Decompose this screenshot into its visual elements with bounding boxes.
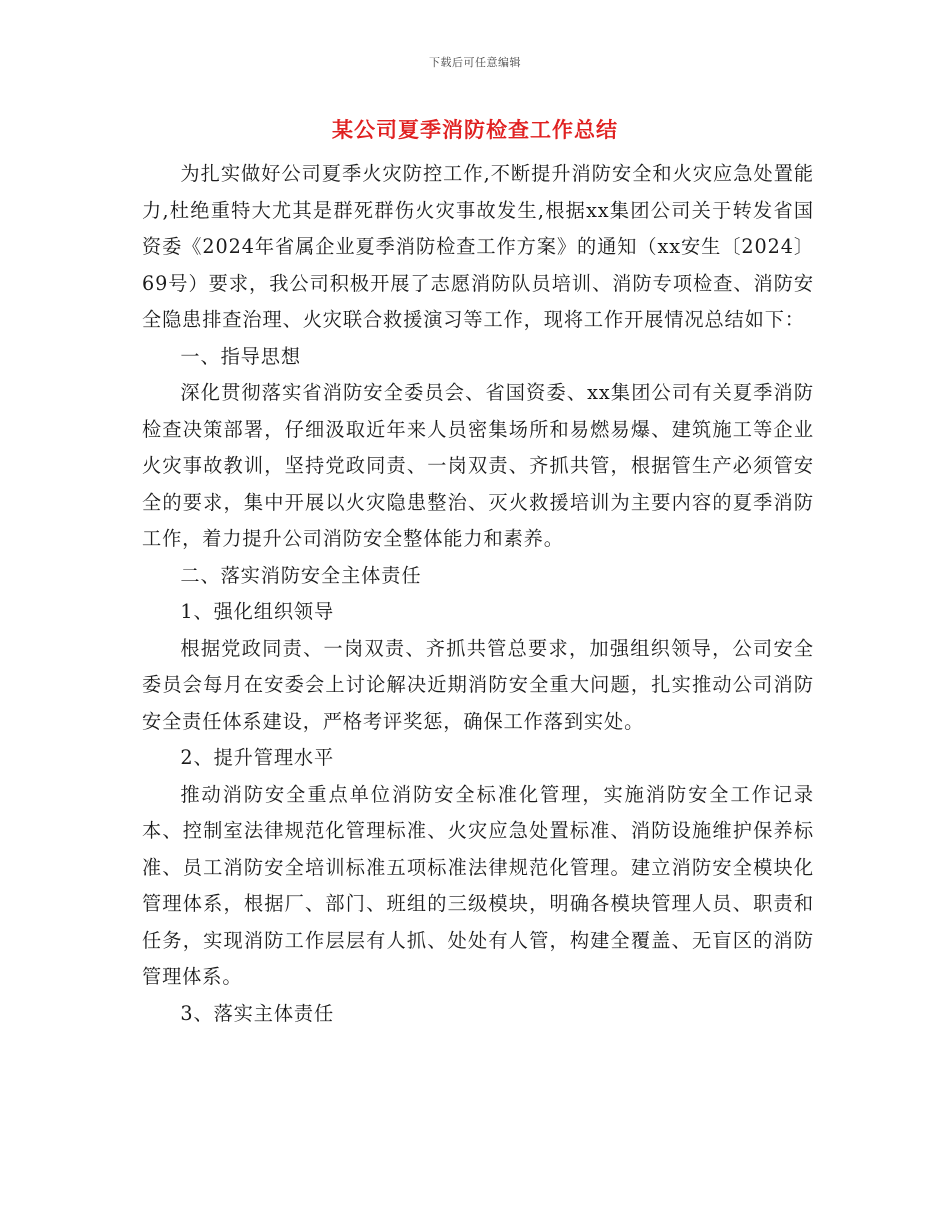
section-heading-responsibility: 二、落实消防安全主体责任 xyxy=(180,563,422,587)
subsection-heading-main-responsibility: 3、落实主体责任 xyxy=(180,1001,335,1025)
subsection-heading-management: 2、提升管理水平 xyxy=(180,746,335,769)
intro-paragraph: 为扎实做好公司夏季火灾防控工作,不断提升消防安全和火灾应急处置能力,杜绝重特大尤其是群死群伤火灾事故发生,根据xx集团公司关于转发省国资委《2024年省属企业夏季消防检查工作方案》的通知（xx安生〔2024〕69号）要求，我公司积极开展了志愿消防队员培训、消防专项检查、消防安全隐患排查治理、火灾联合救援演习等工作，现将工作开展情况总结如下： xyxy=(142,162,814,331)
management-paragraph: 推动消防安全重点单位消防安全标准化管理，实施消防安全工作记录本、控制室法律规范化管理标准、火灾应急处置标准、消防设施维护保养标准、员工消防安全培训标准五项标准法律规范化管理。建立消防安全模块化管理体系，根据厂、部门、班组的三级模块，明确各模块管理人员、职责和任务，实现消防工作层层有人抓、处处有人管，构建全覆盖、无盲区的消防管理体系。 xyxy=(142,782,814,988)
leadership-paragraph: 根据党政同责、一岗双责、齐抓共管总要求，加强组织领导，公司安全委员会每月在安委会上讨论解决近期消防安全重大问题，扎实推动公司消防安全责任体系建设，严格考评奖惩，确保工作落到实处。 xyxy=(142,636,814,733)
document-title: 某公司夏季消防检查工作总结 xyxy=(332,117,618,142)
section-heading-guiding-ideology: 一、指导思想 xyxy=(180,344,301,368)
guiding-ideology-paragraph: 深化贯彻落实省消防安全委员会、省国资委、xx集团公司有关夏季消防检查决策部署，仔细汲取近年来人员密集场所和易燃易爆、建筑施工等企业火灾事故教训，坚持党政同责、一岗双责、齐抓共管，根据管生产必须管安全的要求，集中开展以火灾隐患整治、灭火救援培训为主要内容的夏季消防工作，着力提升公司消防安全整体能力和素养。 xyxy=(142,381,814,550)
subsection-heading-leadership: 1、强化组织领导 xyxy=(180,600,335,623)
document-body xyxy=(142,156,814,1032)
page-header-note: 下载后可任意编辑 xyxy=(429,56,521,69)
